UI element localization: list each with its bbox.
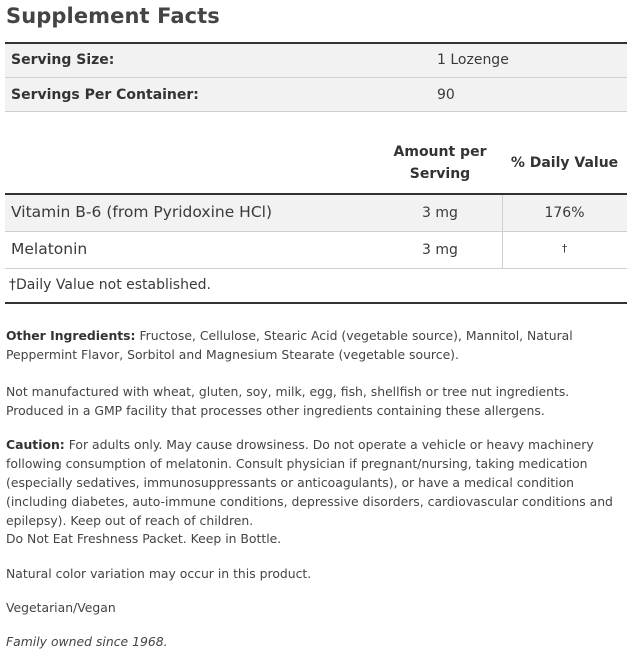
other-ingredients (6, 326, 622, 364)
servings-per-container-value: 90 (437, 87, 455, 103)
caution-label: Caution: (6, 437, 65, 452)
divider (5, 231, 627, 232)
daily-value-header: % Daily Value (510, 155, 619, 171)
divider (5, 111, 627, 112)
caution-statement (6, 435, 622, 530)
nutrient-amount-vitamin-b6: 3 mg (422, 205, 458, 221)
allergen-statement: Not manufactured with wheat, gluten, soy, milk, egg, fish, shellfish or tree nut ingredients. Produced in a GMP facility that processes other ingredients containing these allergens. (6, 384, 570, 418)
color-variation-note: Natural color variation may occur in this product. (6, 566, 312, 581)
bottom-rule (5, 302, 627, 304)
family-owned-note: Family owned since 1968. (6, 634, 168, 649)
freshness-note: Do Not Eat Freshness Packet. Keep in Bottle. (6, 531, 282, 546)
nutrient-name-melatonin: Melatonin (11, 240, 88, 258)
nutrient-dv-vitamin-b6: 176% (544, 205, 585, 221)
diet-note: Vegetarian/Vegan (6, 600, 116, 615)
other-ingredients-text: Fructose, Cellulose, Stearic Acid (vegetable source), Mannitol, Natural Peppermint Flavor, Sorbitol and Magnesium Stearate (vegetable source). (6, 328, 573, 362)
nutrient-amount-melatonin: 3 mg (422, 242, 458, 258)
nutrient-name-vitamin-b6: Vitamin B-6 (from Pyridoxine HCl) (11, 203, 273, 221)
other-ingredients-label: Other Ingredients: (6, 328, 136, 343)
servings-per-container-label: Servings Per Container: (11, 87, 199, 103)
daily-value-footnote: †Daily Value not established. (9, 277, 211, 293)
divider (5, 268, 627, 269)
page-title: Supplement Facts (6, 4, 220, 28)
nutrient-dv-melatonin: † (561, 242, 568, 255)
serving-header: Serving (409, 166, 471, 182)
amount-per-header: Amount per (393, 144, 487, 160)
caution-text: For adults only. May cause drowsiness. Do not operate a vehicle or heavy machinery following consumption of melatonin. Consult physician if pregnant/nursing, taking medication (especially sedatives, immunosuppressants or anticoagulants), or have a medical condition (including diabetes, auto-immune conditions, depressive disorders, cardiovascular conditions and epilepsy). Keep out of reach of children. (6, 437, 613, 528)
serving-size-label: Serving Size: (11, 52, 115, 68)
serving-size-value: 1 Lozenge (437, 52, 509, 68)
